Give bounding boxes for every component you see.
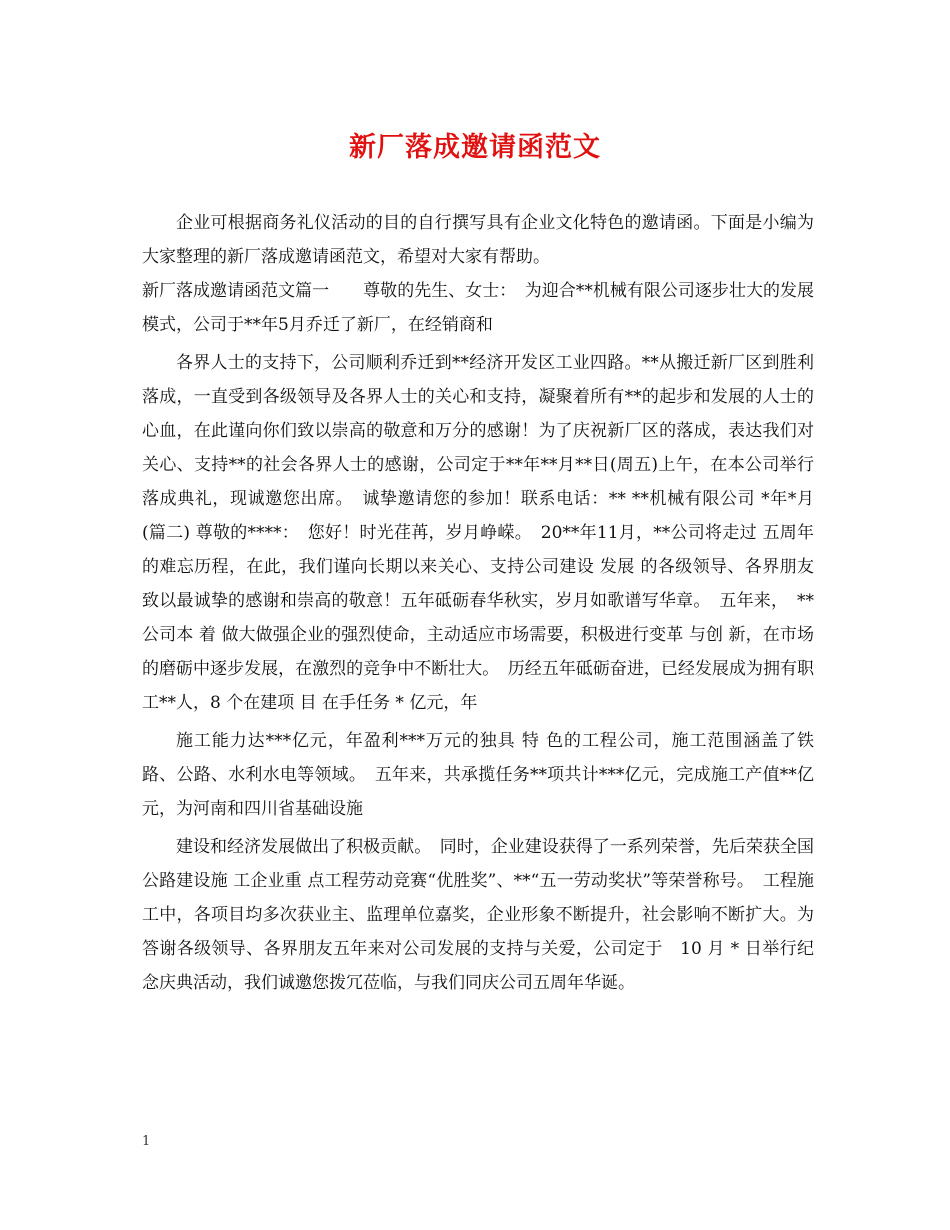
page-number: 1 bbox=[142, 1134, 151, 1149]
paragraph-construction-capacity: 施工能力达***亿元，年盈利***万元的独具 特 色的工程公司，施工范围涵盖了铁路、公路、水利水电等领域。 五年来，共承揽任务**项共计***亿元，完成施工产值**亿元，为河南和四川省基础设施 bbox=[142, 731, 814, 819]
document-title: 新厂落成邀请函范文 bbox=[349, 132, 601, 163]
document-body bbox=[142, 206, 814, 1000]
paragraph-honors-invitation: 建设和经济发展做出了积极贡献。 同时，企业建设获得了一系列荣誉，先后荣获全国公路建设施 工企业重 点工程劳动竞赛“优胜奖”、**“五一劳动奖状”等荣誉称号。 工程施工中，各项目均多次获业主、监理单位嘉奖，企业形象不断提升，社会影响不断扩大。为答谢各级领导、各界朋友五年来对公司发展的支持与关爱，公司定于 10 月 * 日举行纪念庆典活动，我们诚邀您拨冗莅临，与我们同庆公司五周年华诞。 bbox=[142, 837, 814, 993]
paragraph-letter-body: 各界人士的支持下，公司顺利乔迁到**经济开发区工业四路。**从搬迁新厂区到胜利落成，一直受到各级领导及各界人士的关心和支持，凝聚着所有**的起步和发展的人士的心血，在此谨向你们致以崇高的敬意和万分的感谢！为了庆祝新厂区的落成，表达我们对关心、支持**的社会各界人士的感谢，公司定于**年**月**日(周五)上午，在本公司举行落成典礼，现诚邀您出席。 诚挚邀请您的参加！联系电话：** **机械有限公司 *年*月 (篇二) 尊敬的****： 您好！时光荏苒，岁月峥嵘。 20**年11月，**公司将走过 五周年 的难忘历程，在此，我们谨向长期以来关心、支持公司建设 发展 的各级领导、各界朋友致以最诚挚的感谢和崇高的敬意！五年砥砺春华秋实，岁月如歌谱写华章。 五年来， **公司本 着 做大做强企业的强烈使命，主动适应市场需要，积极进行变革 与创 新，在市场的磨砺中逐步发展，在激烈的竞争中不断壮大。 历经五年砥砺奋进，已经发展成为拥有职工**人，8 个在建项 目 在手任务 * 亿元，年 bbox=[142, 353, 814, 713]
paragraph-letter-one-opening: 新厂落成邀请函范文篇一 尊敬的先生、女士： 为迎合**机械有限公司逐步壮大的发展模式，公司于**年5月乔迁了新厂，在经销商和 bbox=[142, 281, 814, 335]
paragraph-intro: 企业可根据商务礼仪活动的目的自行撰写具有企业文化特色的邀请函。下面是小编为大家整理的新厂落成邀请函范文，希望对大家有帮助。 bbox=[142, 213, 814, 267]
